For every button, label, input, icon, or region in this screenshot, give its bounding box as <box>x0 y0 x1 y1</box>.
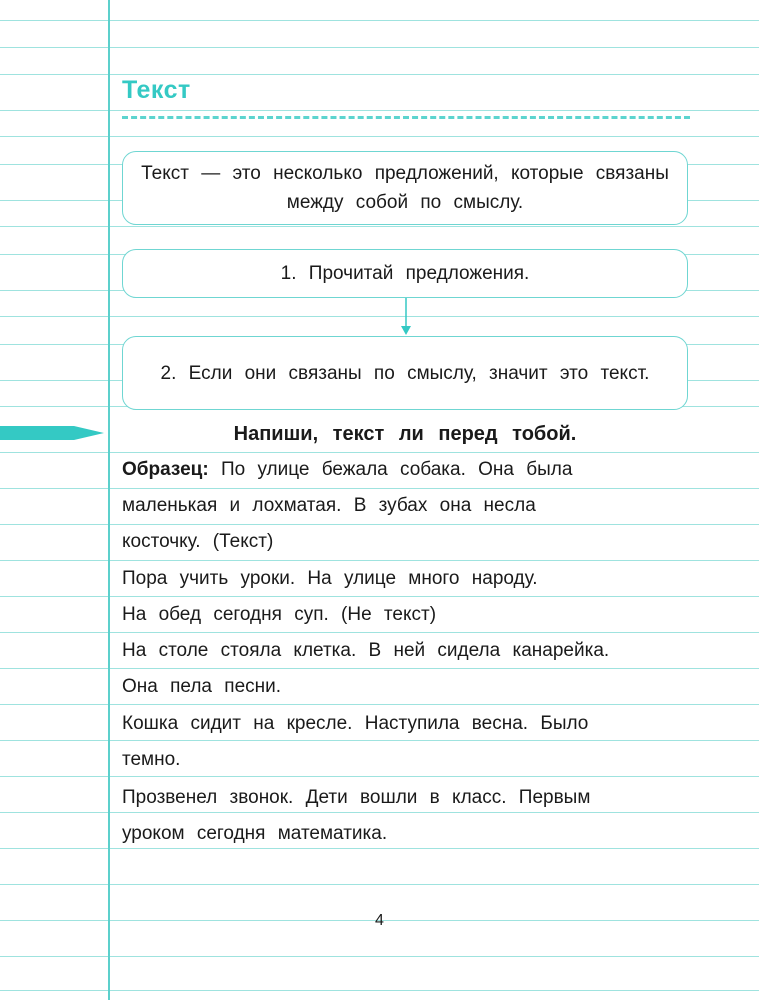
definition-box <box>122 151 688 225</box>
list-item: На обед сегодня суп. (Не текст) <box>122 604 437 625</box>
step-1-text: 1. Прочитай предложения. <box>280 263 530 284</box>
step-2-box <box>122 336 688 410</box>
step-1-box <box>122 249 688 298</box>
list-item: косточку. (Текст) <box>122 531 274 552</box>
list-item: Прозвенел звонок. Дети вошли в класс. Первым <box>122 787 591 808</box>
margin-line <box>108 0 110 1000</box>
step-2-text: 2. Если они связаны по смыслу, значит это текст. <box>160 362 650 384</box>
page-title: Текст <box>122 76 191 104</box>
title-underline <box>122 116 690 119</box>
arrow-down-icon <box>398 298 414 336</box>
list-item: Она пела песни. <box>122 676 282 697</box>
list-item-text: По улице бежала собака. Она была <box>208 459 573 480</box>
list-item <box>122 458 572 482</box>
list-item: Пора учить уроки. На улице много народу. <box>122 568 538 589</box>
page-number: 4 <box>375 912 384 929</box>
list-item: уроком сегодня математика. <box>122 823 388 844</box>
list-item: Кошка сидит на кресле. Наступила весна. Было <box>122 713 589 734</box>
pencil-icon <box>0 424 106 442</box>
definition-text: Текст — это несколько предложений, которые связаны между собой по смыслу. <box>141 163 669 213</box>
list-item: темно. <box>122 749 181 770</box>
list-item: маленькая и лохматая. В зубах она несла <box>122 495 536 516</box>
list-item: На столе стояла клетка. В ней сидела канарейка. <box>122 640 610 661</box>
example-label: Образец: <box>122 459 209 480</box>
task-instruction: Напиши, текст ли перед тобой. <box>233 423 577 445</box>
